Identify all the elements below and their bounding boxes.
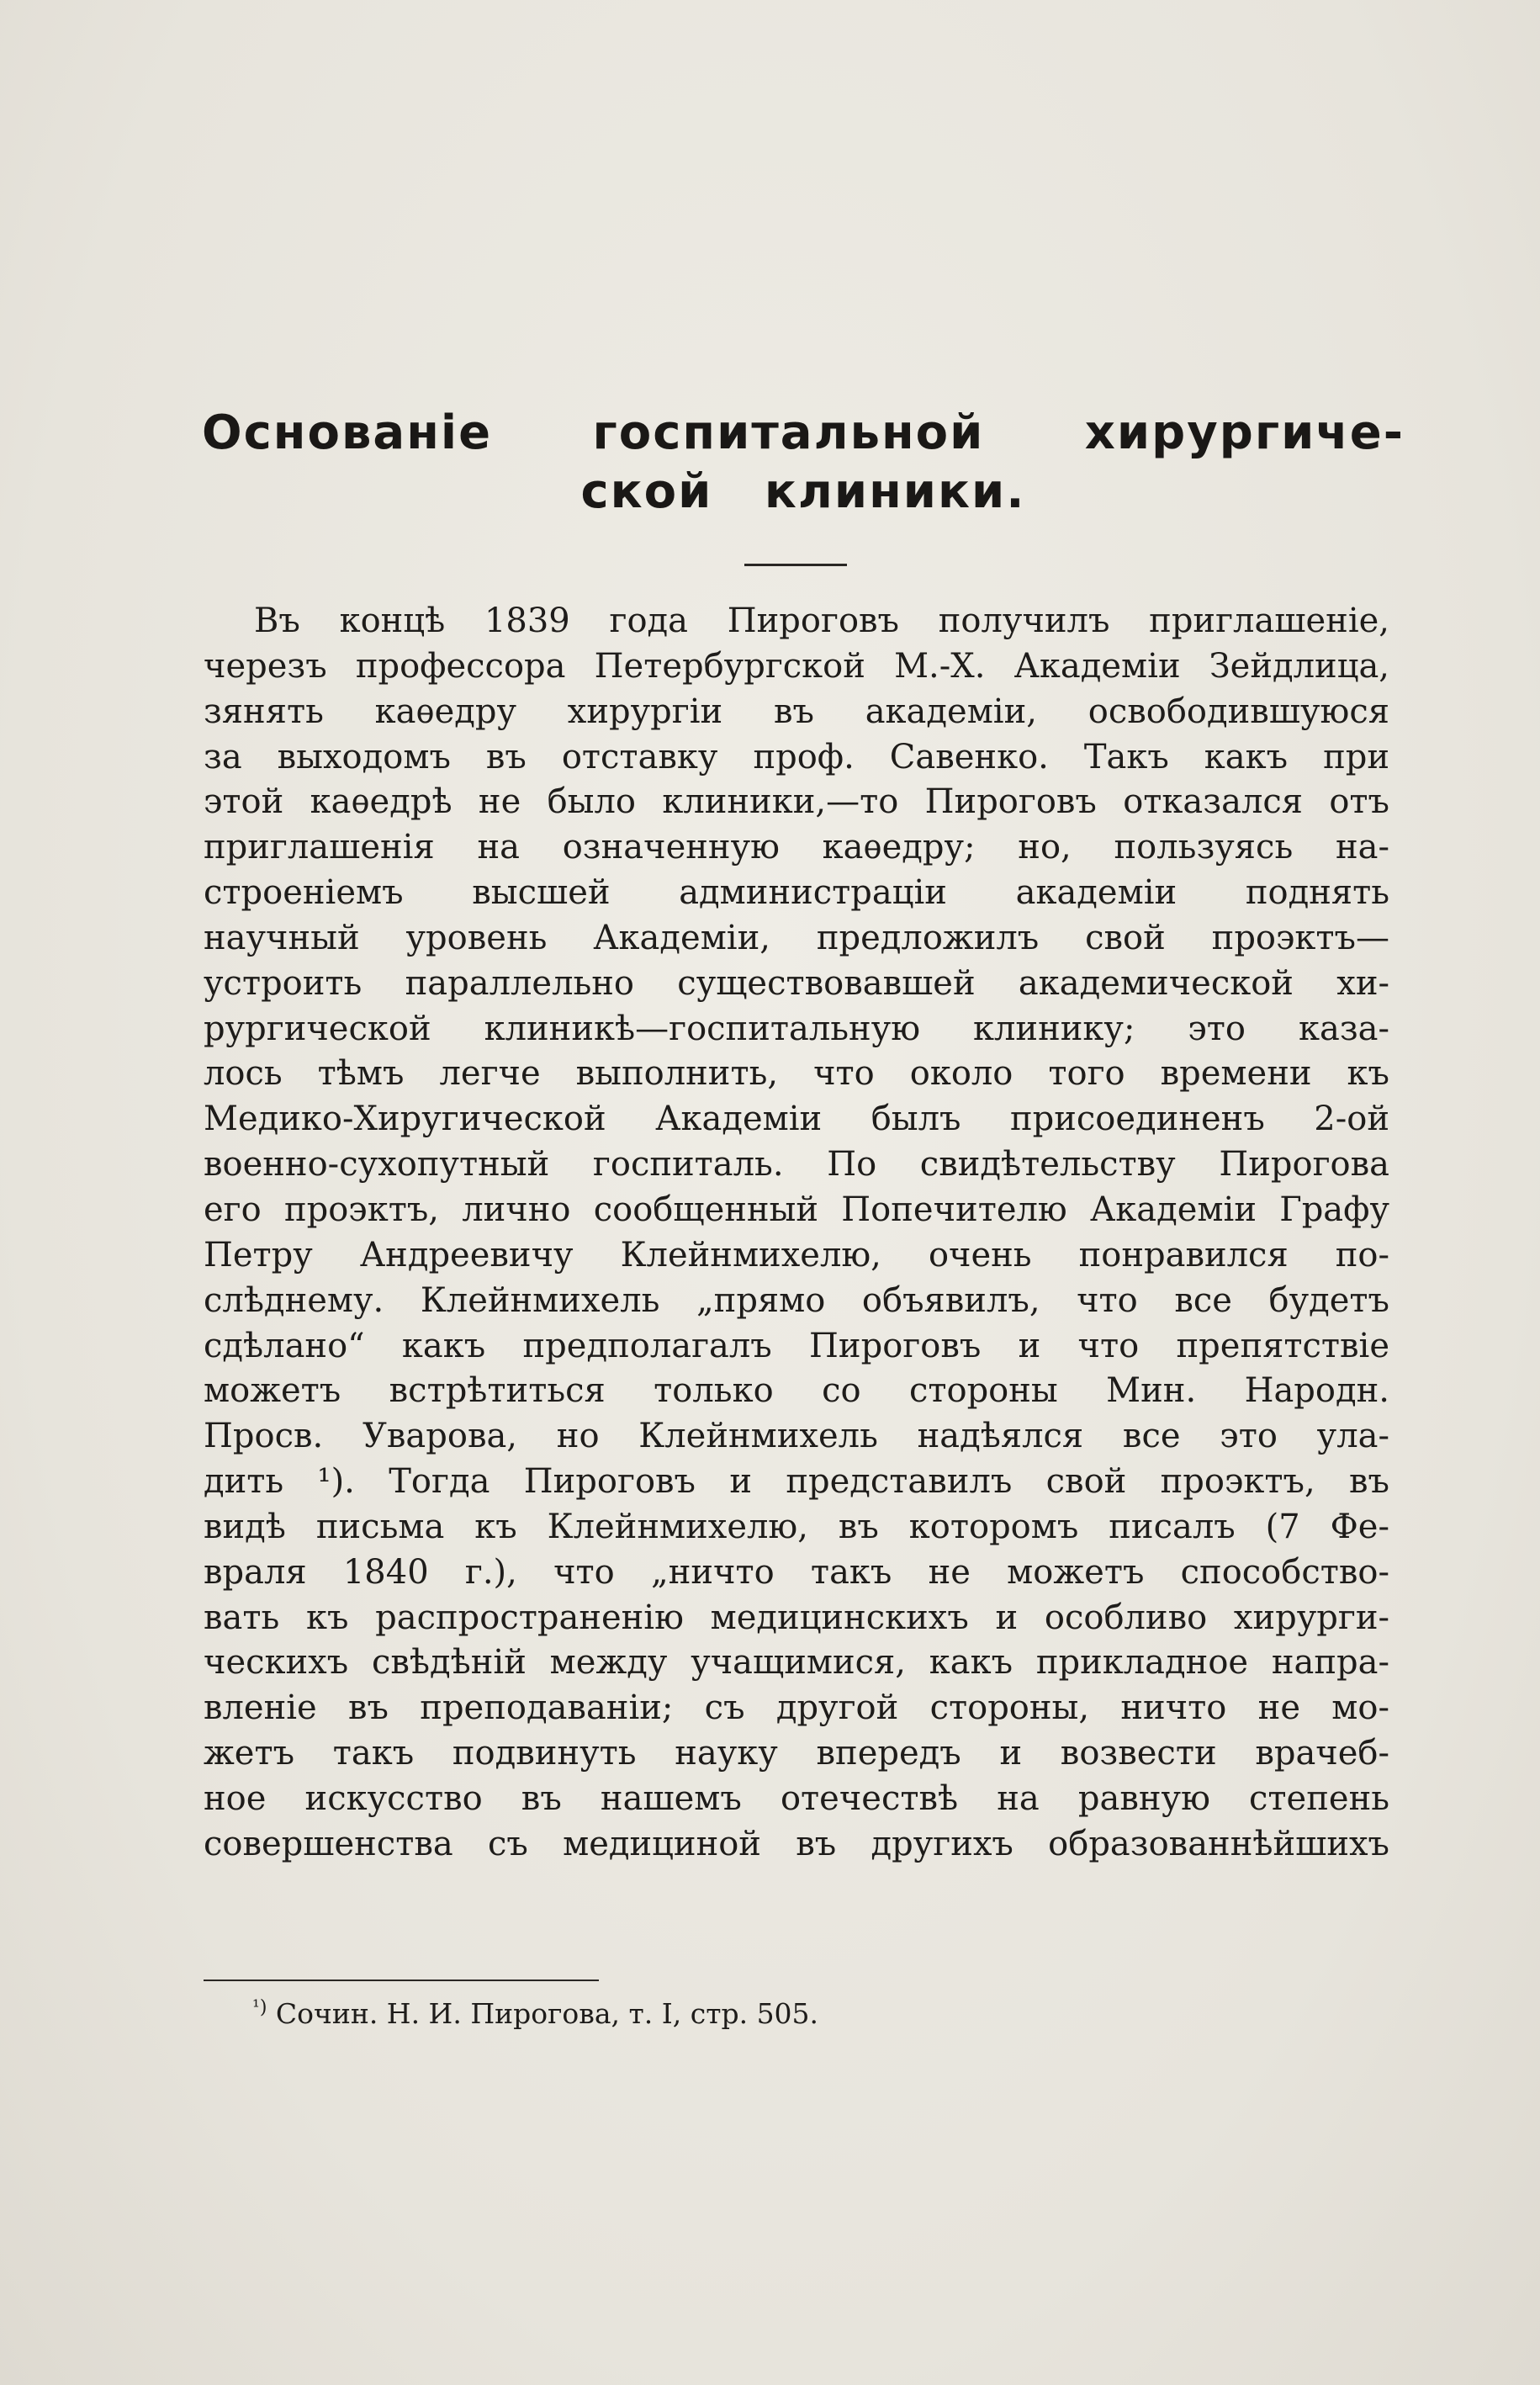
- chapter-title-line-2: ской клиники.: [580, 464, 1026, 519]
- footnote-text: Сочин. Н. И. Пирогова, т. I, стр. 505.: [267, 1997, 819, 2030]
- text-line: жетъ такъ подвинуть науку впередъ и возвести врачеб-: [204, 1734, 1389, 1773]
- title-divider: [744, 564, 847, 566]
- text-line: приглашенія на означенную каѳедру; но, пользуясь на-: [204, 828, 1389, 867]
- text-line: ческихъ свѣдѣній между учащимися, какъ прикладное напра-: [204, 1643, 1389, 1683]
- footnote-marker: ¹): [252, 1997, 267, 2018]
- text-line: лось тѣмъ легче выполнить, что около того времени къ: [204, 1054, 1389, 1094]
- text-line: устроить параллельно существовавшей академической хи-: [204, 963, 1389, 1003]
- text-line: вленіе въ преподаваніи; съ другой стороны, ничто не мо-: [204, 1688, 1389, 1728]
- text-line: научный уровень Академіи, предложилъ свой проэктъ—: [204, 918, 1389, 957]
- text-line: Просв. Уварова, но Клейнмихель надѣялся все это ула-: [204, 1417, 1389, 1456]
- text-line: военно-сухопутный госпиталь. По свидѣтельству Пирогова: [204, 1145, 1389, 1185]
- text-line: зянять каѳедру хирургіи въ академіи, освободившуюся: [204, 692, 1389, 731]
- text-line: его проэктъ, лично сообщенный Попечителю Академіи Графу: [204, 1190, 1389, 1229]
- footnote-divider: [204, 1980, 599, 1981]
- chapter-title-line-1: Основаніе госпитальной хирургиче-: [202, 405, 1405, 460]
- body-paragraph: [204, 599, 1389, 1868]
- text-line: ное искусство въ нашемъ отечествѣ на равную степень: [204, 1778, 1389, 1818]
- text-line: этой каѳедрѣ не было клиники,—то Пироговъ отказался отъ: [204, 782, 1389, 822]
- footnote: [252, 1995, 818, 2033]
- chapter-title: [202, 404, 1405, 522]
- text-line: строеніемъ высшей администраціи академіи поднять: [204, 873, 1389, 913]
- text-line: рургической клиникѣ—госпитальную клинику; это каза-: [204, 1009, 1389, 1048]
- text-line: Въ концѣ 1839 года Пироговъ получилъ приглашеніе,: [254, 602, 1389, 640]
- text-line: за выходомъ въ отставку проф. Савенко. Такъ какъ при: [204, 737, 1389, 776]
- text-line: враля 1840 г.), что „ничто такъ не можетъ способство-: [204, 1552, 1389, 1592]
- text-line: Медико-Хиругической Академіи былъ присоединенъ 2-ой: [204, 1100, 1389, 1139]
- text-line: черезъ профессора Петербургской М.-Х. Академіи Зейдлица,: [204, 646, 1389, 686]
- text-line: можетъ встрѣтиться только со стороны Мин. Народн.: [204, 1371, 1389, 1411]
- text-line: слѣднему. Клейнмихель „прямо объявилъ, что все будетъ: [204, 1280, 1389, 1320]
- text-line: сдѣлано“ какъ предполагалъ Пироговъ и что препятствіе: [204, 1326, 1389, 1365]
- text-line: вать къ распространенію медицинскихъ и особливо хирурги-: [204, 1598, 1389, 1637]
- text-line: дить ¹). Тогда Пироговъ и представилъ свой проэктъ, въ: [204, 1462, 1389, 1502]
- text-line: видѣ письма къ Клейнмихелю, въ которомъ писалъ (7 Фе-: [204, 1507, 1389, 1546]
- text-line: совершенства съ медициной въ другихъ образованнѣйшихъ: [204, 1824, 1389, 1863]
- text-line: Петру Андреевичу Клейнмихелю, очень понравился по-: [204, 1235, 1389, 1275]
